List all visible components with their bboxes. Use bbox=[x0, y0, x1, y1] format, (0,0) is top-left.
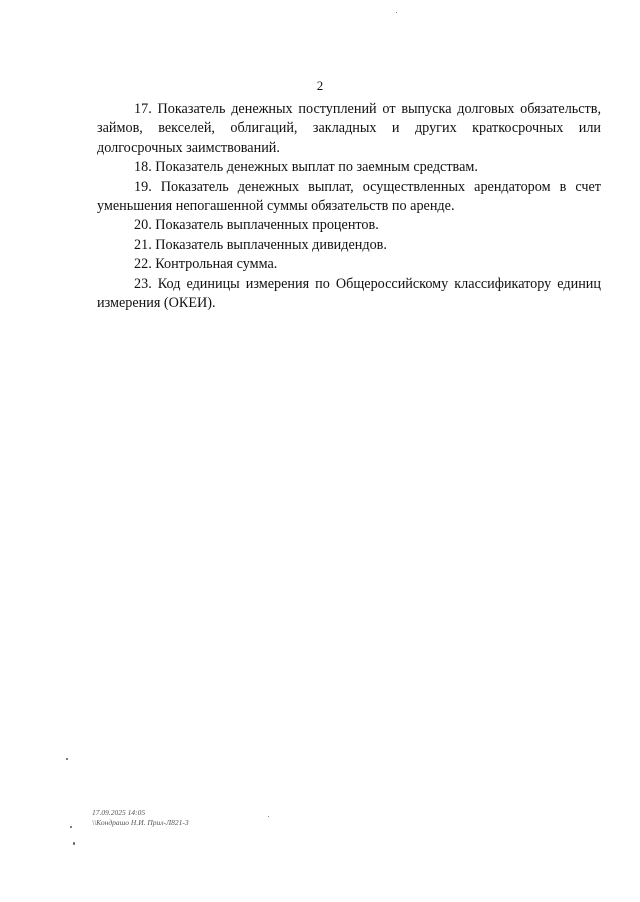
paragraph-22: 22. Контрольная сумма. bbox=[134, 256, 278, 273]
footer-reference: \\Кондрашо Н.И. Прил-Л821-3 bbox=[92, 818, 189, 827]
page-number: 2 bbox=[316, 78, 324, 93]
paragraph-19: 19. Показатель денежных выплат, осуществленных арендатором в счет уменьшения непогашенной суммы обязательств по аренде. bbox=[97, 178, 601, 215]
paragraph-17: 17. Показатель денежных поступлений от выпуска долговых обязательств, займов, векселей, облигаций, закладных и других краткосрочных или долгосрочных заимствований. bbox=[97, 101, 601, 156]
scan-speck bbox=[66, 758, 68, 760]
footer-stamp bbox=[92, 808, 189, 828]
paragraph-20: 20. Показатель выплаченных процентов. bbox=[134, 217, 379, 234]
document-body bbox=[97, 100, 601, 313]
scan-speck bbox=[70, 826, 72, 828]
scan-speck bbox=[268, 816, 269, 817]
paragraph-23: 23. Код единицы измерения по Общероссийскому классификатору единиц измерения (ОКЕИ). bbox=[97, 275, 601, 312]
paragraph-18: 18. Показатель денежных выплат по заемным средствам. bbox=[134, 159, 478, 176]
scan-speck bbox=[73, 842, 75, 845]
paragraph-21: 21. Показатель выплаченных дивидендов. bbox=[134, 236, 387, 253]
footer-timestamp: 17.09.2025 14:05 bbox=[92, 808, 146, 817]
scan-speck bbox=[396, 12, 397, 13]
